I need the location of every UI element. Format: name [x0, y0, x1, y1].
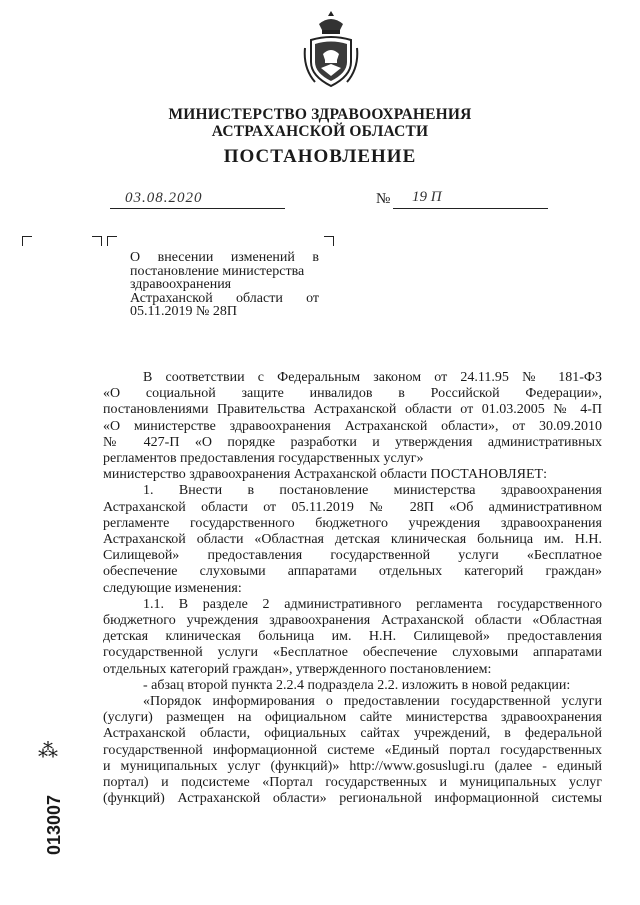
body-line: Силищевой» предоставления государственной услуги «Бесплатное [103, 548, 602, 564]
document-number: 19 П [412, 189, 442, 205]
body-line: «О социальной защите инвалидов в Российской Федерации», [103, 386, 602, 402]
body-line: Астраханской области от 05.11.2019 № 28П «Об административном [103, 499, 602, 515]
corner-mark [324, 236, 334, 246]
subject-line: постановление министерства [130, 263, 305, 279]
serial-number: 013007 [44, 794, 64, 855]
subject-line: О внесении изменений в [130, 250, 319, 265]
body-line: обеспечение слуховыми аппаратами отдельных категорий граждан» [103, 564, 602, 580]
corner-mark [107, 236, 117, 246]
body-line: - абзац второй пункта 2.2.4 подраздела 2.2. изложить в новой редакции: [143, 677, 571, 693]
corner-mark [22, 236, 32, 246]
body-line: постановлениями Правительства Астраханской области от 01.03.2005 № 4-П [103, 402, 602, 418]
body-line: бюджетного учреждения здравоохранения Астраханской области «Областная [103, 613, 602, 629]
body-line: 1.1. В разделе 2 административного регламента государственного [143, 596, 602, 612]
document-body [103, 370, 602, 807]
body-line: портал) и подсистеме «Портал государственных и муниципальных услуг [103, 775, 602, 791]
date-underline [110, 208, 285, 209]
subject-line: 05.11.2019 № 28П [130, 304, 237, 320]
document-type-title: ПОСТАНОВЛЕНИЕ [223, 146, 417, 167]
body-line: № 427-П «О порядке разработки и утверждения административных [103, 434, 602, 450]
corner-mark [92, 236, 102, 246]
body-line: государственной услуги «Бесплатное обеспечение слуховыми аппаратами [103, 645, 602, 661]
body-line: следующие изменения: [103, 580, 242, 596]
body-line: «О министерстве здравоохранения Астраханской области», от 30.09.2010 [103, 418, 602, 434]
body-line: (функций) Астраханской области» региональной информационной системы [103, 791, 602, 807]
body-line: Астраханской области, официальных сайтах учреждений, в федеральной [103, 726, 602, 742]
ministry-name-line2: АСТРАХАНСКОЙ ОБЛАСТИ [211, 123, 429, 140]
body-line: Астраханской области «Областная детская клиническая больница им. Н.Н. [103, 532, 602, 548]
body-line: регламентов предоставления государственных услуг» [103, 451, 424, 467]
body-line: «Порядок информирования о предоставлении государственной услуги [143, 694, 602, 710]
document-subject [130, 251, 319, 319]
body-line: регламенте государственного бюджетного учреждения здравоохранения [103, 515, 602, 531]
number-underline [393, 208, 548, 209]
body-line: и муниципальных услуг (функций)» http://www.gosuslugi.ru (далее - единый [103, 758, 602, 774]
body-line: отдельных категорий граждан», утвержденного постановлением: [103, 661, 492, 677]
document-date: 03.08.2020 [125, 190, 203, 206]
ministry-name-line1: МИНИСТЕРСТВО ЗДРАВООХРАНЕНИЯ [168, 106, 472, 123]
document-number-label: № [376, 191, 391, 207]
body-line: детская клиническая больница им. Н.Н. Силищевой» предоставления [103, 629, 602, 645]
subject-line: здравоохранения [130, 277, 232, 293]
body-line: государственной информационной системе «Единый портал государственных [103, 742, 602, 758]
body-line: 1. Внести в постановление министерства здравоохранения [143, 483, 602, 499]
coat-of-arms-icon [303, 8, 359, 92]
body-line: министерство здравоохранения Астраханской области ПОСТАНОВЛЯЕТ: [103, 467, 547, 483]
body-line: В соответствии с Федеральным законом от 24.11.95 № 181-ФЗ [143, 370, 602, 385]
subject-line: Астраханской области от [130, 290, 319, 306]
serial-mark: ⁂ [38, 740, 58, 762]
body-line: (услуги) размещен на официальном сайте министерства здравоохранения [103, 710, 602, 726]
